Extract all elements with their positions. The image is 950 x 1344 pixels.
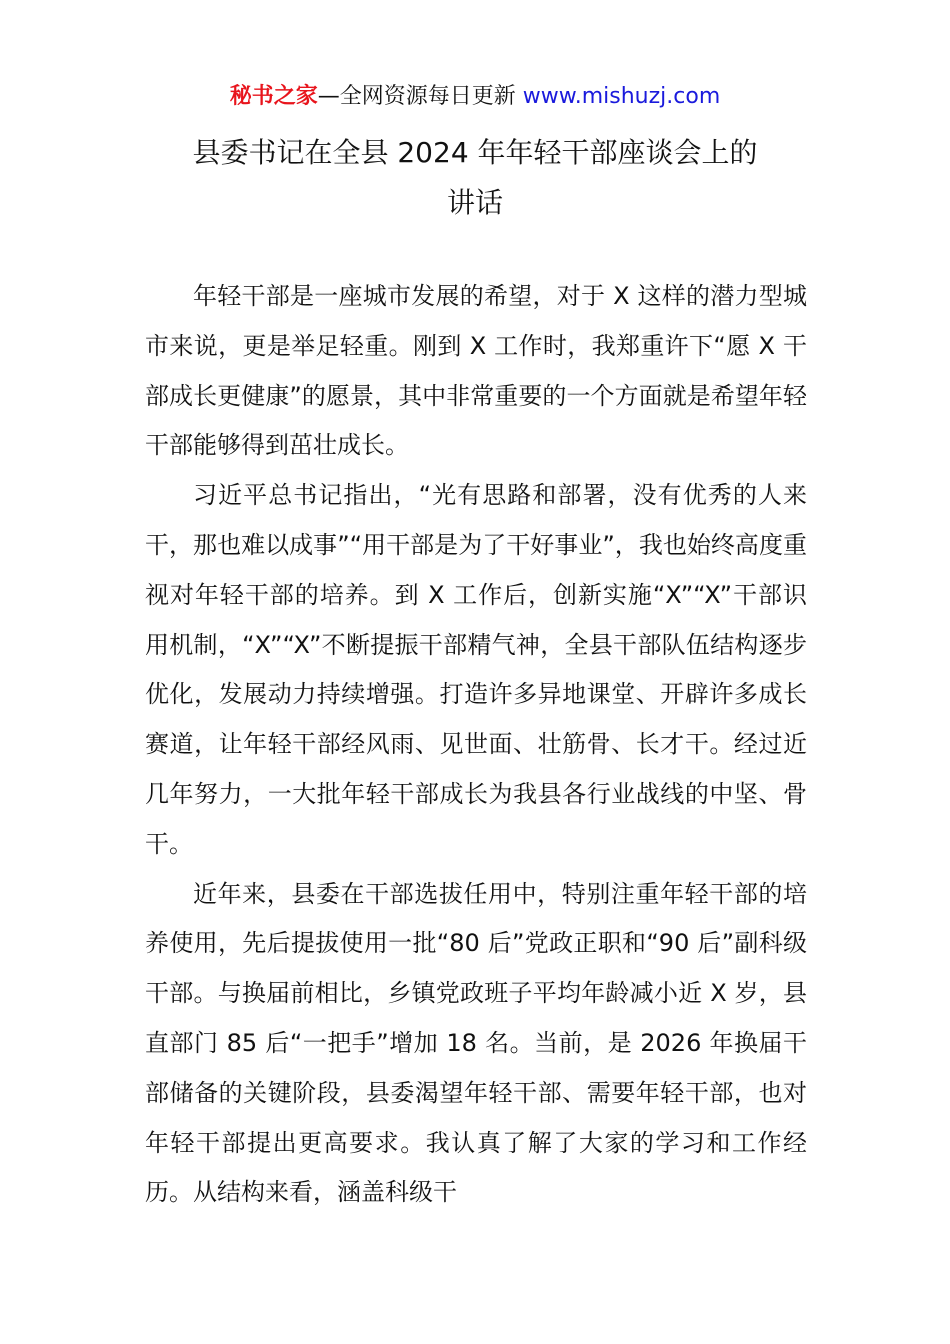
site-header	[0, 80, 950, 114]
paragraph-3: 近年来，县委在干部选拔任用中，特别注重年轻干部的培养使用，先后提拔使用一批“80 后”党政正职和“90 后”副科级干部。与换届前相比，乡镇党政班子平均年龄减小近 X 岁，县直部门 85 后“一把手”增加 18 名。当前，是 2026 年换届干部储备的关键阶段，县委渴望年轻干部、需要年轻干部，也对年轻干部提出更高要求。我认真了解了大家的学习和工作经历。从结构来看，涵盖科级干	[145, 879, 807, 1207]
title-line-2: 讲话	[446, 186, 503, 219]
title-line-1: 县委书记在全县 2024 年年轻干部座谈会上的	[192, 136, 758, 169]
brand-name: 秘书之家	[229, 84, 318, 109]
document-body	[145, 272, 807, 1218]
document-title	[100, 128, 850, 228]
paragraph-1: 年轻干部是一座城市发展的希望，对于 X 这样的潜力型城市来说，更是举足轻重。刚到 X 工作时，我郑重许下“愿 X 干部成长更健康”的愿景，其中非常重要的一个方面就是希望年轻干部能够得到茁壮成长。	[145, 282, 807, 460]
site-url-link[interactable]: www.mishuzj.com	[522, 84, 721, 109]
site-tagline: —全网资源每日更新	[317, 84, 523, 109]
paragraph-2: 习近平总书记指出，“光有思路和部署，没有优秀的人来干，那也难以成事”“用干部是为了干好事业”，我也始终高度重视对年轻干部的培养。到 X 工作后，创新实施“X”“X”干部识用机制，“X”“X”不断提振干部精气神，全县干部队伍结构逐步优化，发展动力持续增强。打造许多异地课堂、开辟许多成长赛道，让年轻干部经风雨、见世面、壮筋骨、长才干。经过近几年努力，一大批年轻干部成长为我县各行业战线的中坚、骨干。	[145, 481, 807, 858]
